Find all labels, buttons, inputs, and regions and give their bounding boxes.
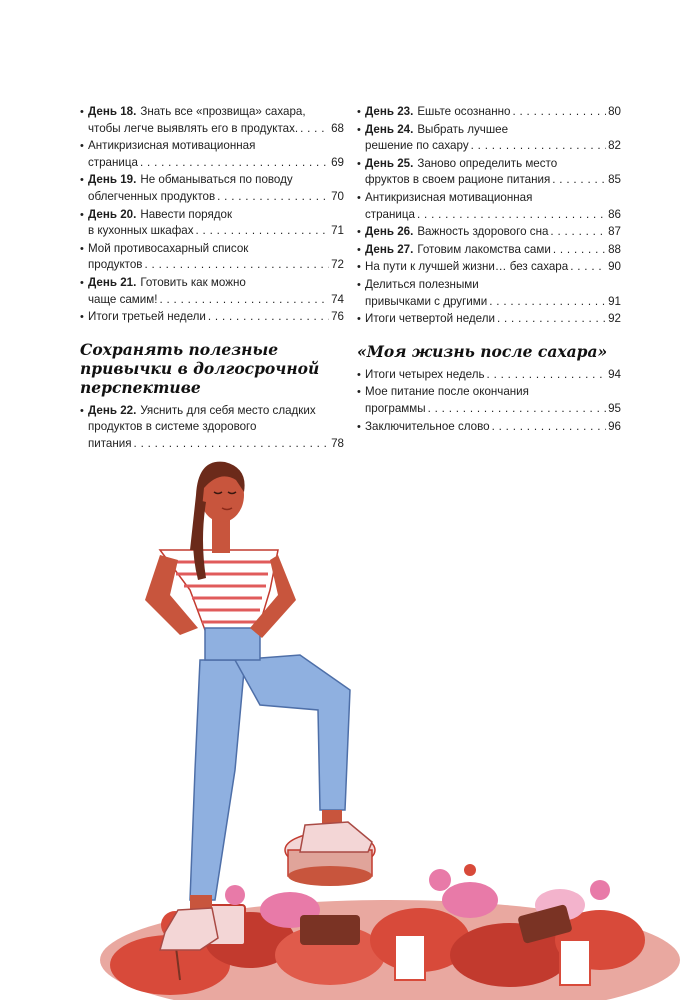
toc-leader-dots (552, 172, 606, 189)
toc-right-column (357, 104, 621, 436)
toc-entry-title: чтобы легче выявлять его в продуктах. (88, 121, 299, 135)
toc-leader-dots (492, 419, 607, 436)
toc-leader-dots (550, 224, 606, 241)
toc-leader-dots (428, 401, 607, 418)
toc-entry-title: Итоги третьей недели (88, 310, 206, 324)
bullet-icon: • (357, 386, 361, 399)
toc-day-label: День 21. (88, 275, 137, 289)
toc-entry-line (88, 419, 344, 436)
toc-page-number: 90 (608, 260, 621, 274)
section-heading-life-after-sugar: «Моя жизнь после сахара» (357, 341, 608, 361)
toc-entry-line (365, 156, 621, 173)
bullet-icon: • (357, 157, 361, 170)
toc-entry-line (365, 419, 621, 436)
toc-leader-dots (217, 189, 329, 206)
woman-on-sweets-illustration (0, 440, 680, 1000)
bullet-icon: • (357, 106, 361, 118)
toc-entry-title: Навести порядок (140, 207, 233, 221)
toc-leader-dots (417, 207, 606, 224)
bullet-icon: • (357, 191, 361, 204)
bullet-icon: • (80, 242, 84, 255)
toc-entry-title: Знать все «прозвища» сахара, (140, 105, 306, 118)
toc-entry-line (365, 294, 621, 311)
bullet-icon: • (80, 311, 84, 324)
toc-leader-dots (487, 367, 607, 384)
toc-entry-title: продуктов (88, 258, 143, 272)
toc-entry (357, 242, 621, 259)
toc-leader-dots (196, 223, 330, 240)
toc-entry-title: Не обманываться по поводу (140, 173, 293, 187)
toc-page-number: 91 (608, 294, 621, 308)
toc-entry (357, 384, 621, 417)
toc-entry (357, 277, 621, 310)
toc-entry-line (365, 122, 621, 139)
toc-leader-dots (144, 257, 329, 274)
toc-entry (357, 259, 621, 276)
toc-entry-line (88, 309, 344, 326)
toc-entry-line (365, 224, 621, 241)
toc-entry-line (365, 259, 621, 276)
toc-entry (357, 122, 621, 155)
toc-entry-title: Важность здорового сна (417, 225, 549, 239)
toc-entry (357, 156, 621, 189)
toc-entry-title: Антикризисная мотивационная (365, 190, 533, 204)
toc-entry-line (365, 367, 621, 384)
toc-entry-title: решение по сахару (365, 139, 469, 153)
toc-entry-title: Антикризисная мотивационная (88, 139, 256, 153)
bullet-icon: • (80, 276, 84, 289)
section-heading-long-term: Сохранять полезные привычки в долгосрочной перспективе (80, 339, 320, 397)
toc-page-number: 88 (608, 242, 621, 256)
toc-list-right-b (357, 367, 621, 435)
toc-entry-line (88, 104, 344, 121)
toc-leader-dots (512, 104, 606, 121)
toc-page-number: 82 (608, 139, 621, 153)
toc-page-number: 86 (608, 207, 621, 221)
toc-entry-line (88, 257, 344, 274)
toc-entry-title: Итоги четвертой недели (365, 312, 495, 326)
toc-entry-title: На пути к лучшей жизни… без сахара (365, 260, 569, 274)
toc-entry-line (88, 403, 344, 420)
toc-entry-line (365, 172, 621, 189)
toc-day-label: День 25. (365, 156, 414, 170)
toc-leader-dots (553, 242, 606, 259)
toc-entry-title: в кухонных шкафах (88, 224, 194, 238)
toc-entry (357, 311, 621, 328)
toc-page-number: 87 (608, 225, 621, 239)
toc-entry-line (88, 275, 344, 292)
toc-entry-title: Итоги четырех недель (365, 367, 485, 381)
toc-entry-title: Готовим лакомства сами (417, 242, 551, 256)
toc-page-number: 76 (331, 310, 344, 324)
toc-list-left-a (80, 104, 344, 326)
bullet-icon: • (357, 368, 361, 381)
toc-entry-title: Уяснить для себя место сладких (140, 403, 316, 417)
toc-entry (80, 309, 344, 326)
toc-entry-line (365, 138, 621, 155)
toc-leader-dots (140, 155, 329, 172)
bullet-icon: • (80, 208, 84, 221)
toc-entry-title: продуктов в системе здорового (88, 420, 257, 434)
toc-entry-line (88, 155, 344, 172)
toc-entry-title: Ешьте осознанно (417, 105, 511, 118)
toc-day-label: День 26. (365, 225, 414, 239)
toc-entry (80, 172, 344, 205)
toc-entry-title: питания (88, 436, 132, 450)
toc-entry-line (88, 223, 344, 240)
toc-entry (80, 138, 344, 171)
toc-page-number: 71 (331, 224, 344, 238)
toc-page-number: 80 (608, 105, 621, 118)
toc-entry-line (365, 242, 621, 259)
toc-leader-dots (489, 294, 606, 311)
toc-day-label: День 24. (365, 122, 414, 136)
toc-leader-dots (159, 292, 329, 309)
toc-page-number: 74 (331, 292, 344, 306)
toc-entry-line (88, 189, 344, 206)
toc-entry-title: фруктов в своем рационе питания (365, 173, 551, 187)
toc-entry-line (88, 241, 344, 258)
bullet-icon: • (80, 106, 84, 118)
toc-entry (357, 224, 621, 241)
toc-page-number: 78 (331, 436, 344, 450)
toc-page-number: 70 (331, 189, 344, 203)
toc-entry-line (365, 207, 621, 224)
toc-entry-line (365, 311, 621, 328)
toc-entry-line (88, 121, 344, 138)
toc-day-label: День 27. (365, 242, 414, 256)
toc-entry (80, 104, 344, 137)
toc-leader-dots (300, 121, 329, 138)
bullet-icon: • (357, 226, 361, 239)
toc-page-number: 92 (608, 312, 621, 326)
toc-entry (357, 190, 621, 223)
toc-entry-title: Мой противосахарный список (88, 241, 249, 255)
toc-entry-line (365, 401, 621, 418)
toc-page-number: 69 (331, 155, 344, 169)
toc-leader-dots (570, 259, 606, 276)
bullet-icon: • (80, 140, 84, 153)
toc-entry-title: страница (365, 207, 415, 221)
toc-page-number: 85 (608, 173, 621, 187)
bullet-icon: • (357, 313, 361, 326)
toc-entry-title: чаще самим! (88, 292, 158, 306)
toc-entry-title: Мое питание после окончания (365, 385, 529, 399)
toc-entry (80, 207, 344, 240)
toc-entry-line (365, 104, 621, 121)
toc-entry-title: программы (365, 401, 426, 415)
toc-leader-dots (497, 311, 606, 328)
bullet-icon: • (80, 404, 84, 417)
toc-list-right-a (357, 104, 621, 328)
bullet-icon: • (357, 123, 361, 136)
toc-entry-title: Выбрать лучшее (417, 122, 509, 136)
toc-entry-line (88, 292, 344, 309)
toc-page-number: 68 (331, 121, 344, 135)
toc-entry-title: Делиться полезными (365, 277, 479, 291)
toc-entry (357, 367, 621, 384)
bullet-icon: • (357, 278, 361, 291)
toc-entry-line (365, 384, 621, 401)
toc-entry (80, 275, 344, 308)
toc-entry-title: Готовить как можно (140, 275, 246, 289)
bullet-icon: • (357, 420, 361, 433)
toc-entry-line (88, 138, 344, 155)
bullet-icon: • (80, 174, 84, 187)
toc-entry-title: Заново определить место (417, 156, 558, 170)
toc-page-number: 94 (608, 367, 621, 381)
toc-day-label: День 18. (88, 105, 137, 118)
toc-entry-line (88, 207, 344, 224)
toc-entry (80, 241, 344, 274)
toc-day-label: День 23. (365, 105, 414, 118)
toc-entry-title: привычками с другими (365, 294, 488, 308)
toc-leader-dots (471, 138, 606, 155)
toc-page-number: 95 (608, 401, 621, 415)
toc-entry-title: облегченных продуктов (88, 189, 216, 203)
toc-leader-dots (208, 309, 329, 326)
toc-page-number: 72 (331, 258, 344, 272)
bullet-icon: • (357, 243, 361, 256)
toc-day-label: День 22. (88, 403, 137, 417)
toc-entry (357, 419, 621, 436)
toc-page-number: 96 (608, 419, 621, 433)
toc-day-label: День 19. (88, 173, 137, 187)
toc-left-column (80, 104, 344, 454)
toc-entry-title: страница (88, 155, 138, 169)
bullet-icon: • (357, 261, 361, 274)
toc-day-label: День 20. (88, 207, 137, 221)
toc-entry-line (365, 277, 621, 294)
toc-entry-line (365, 190, 621, 207)
toc-entry-title: Заключительное слово (365, 419, 490, 433)
toc-entry (357, 104, 621, 121)
toc-entry-line (88, 172, 344, 189)
